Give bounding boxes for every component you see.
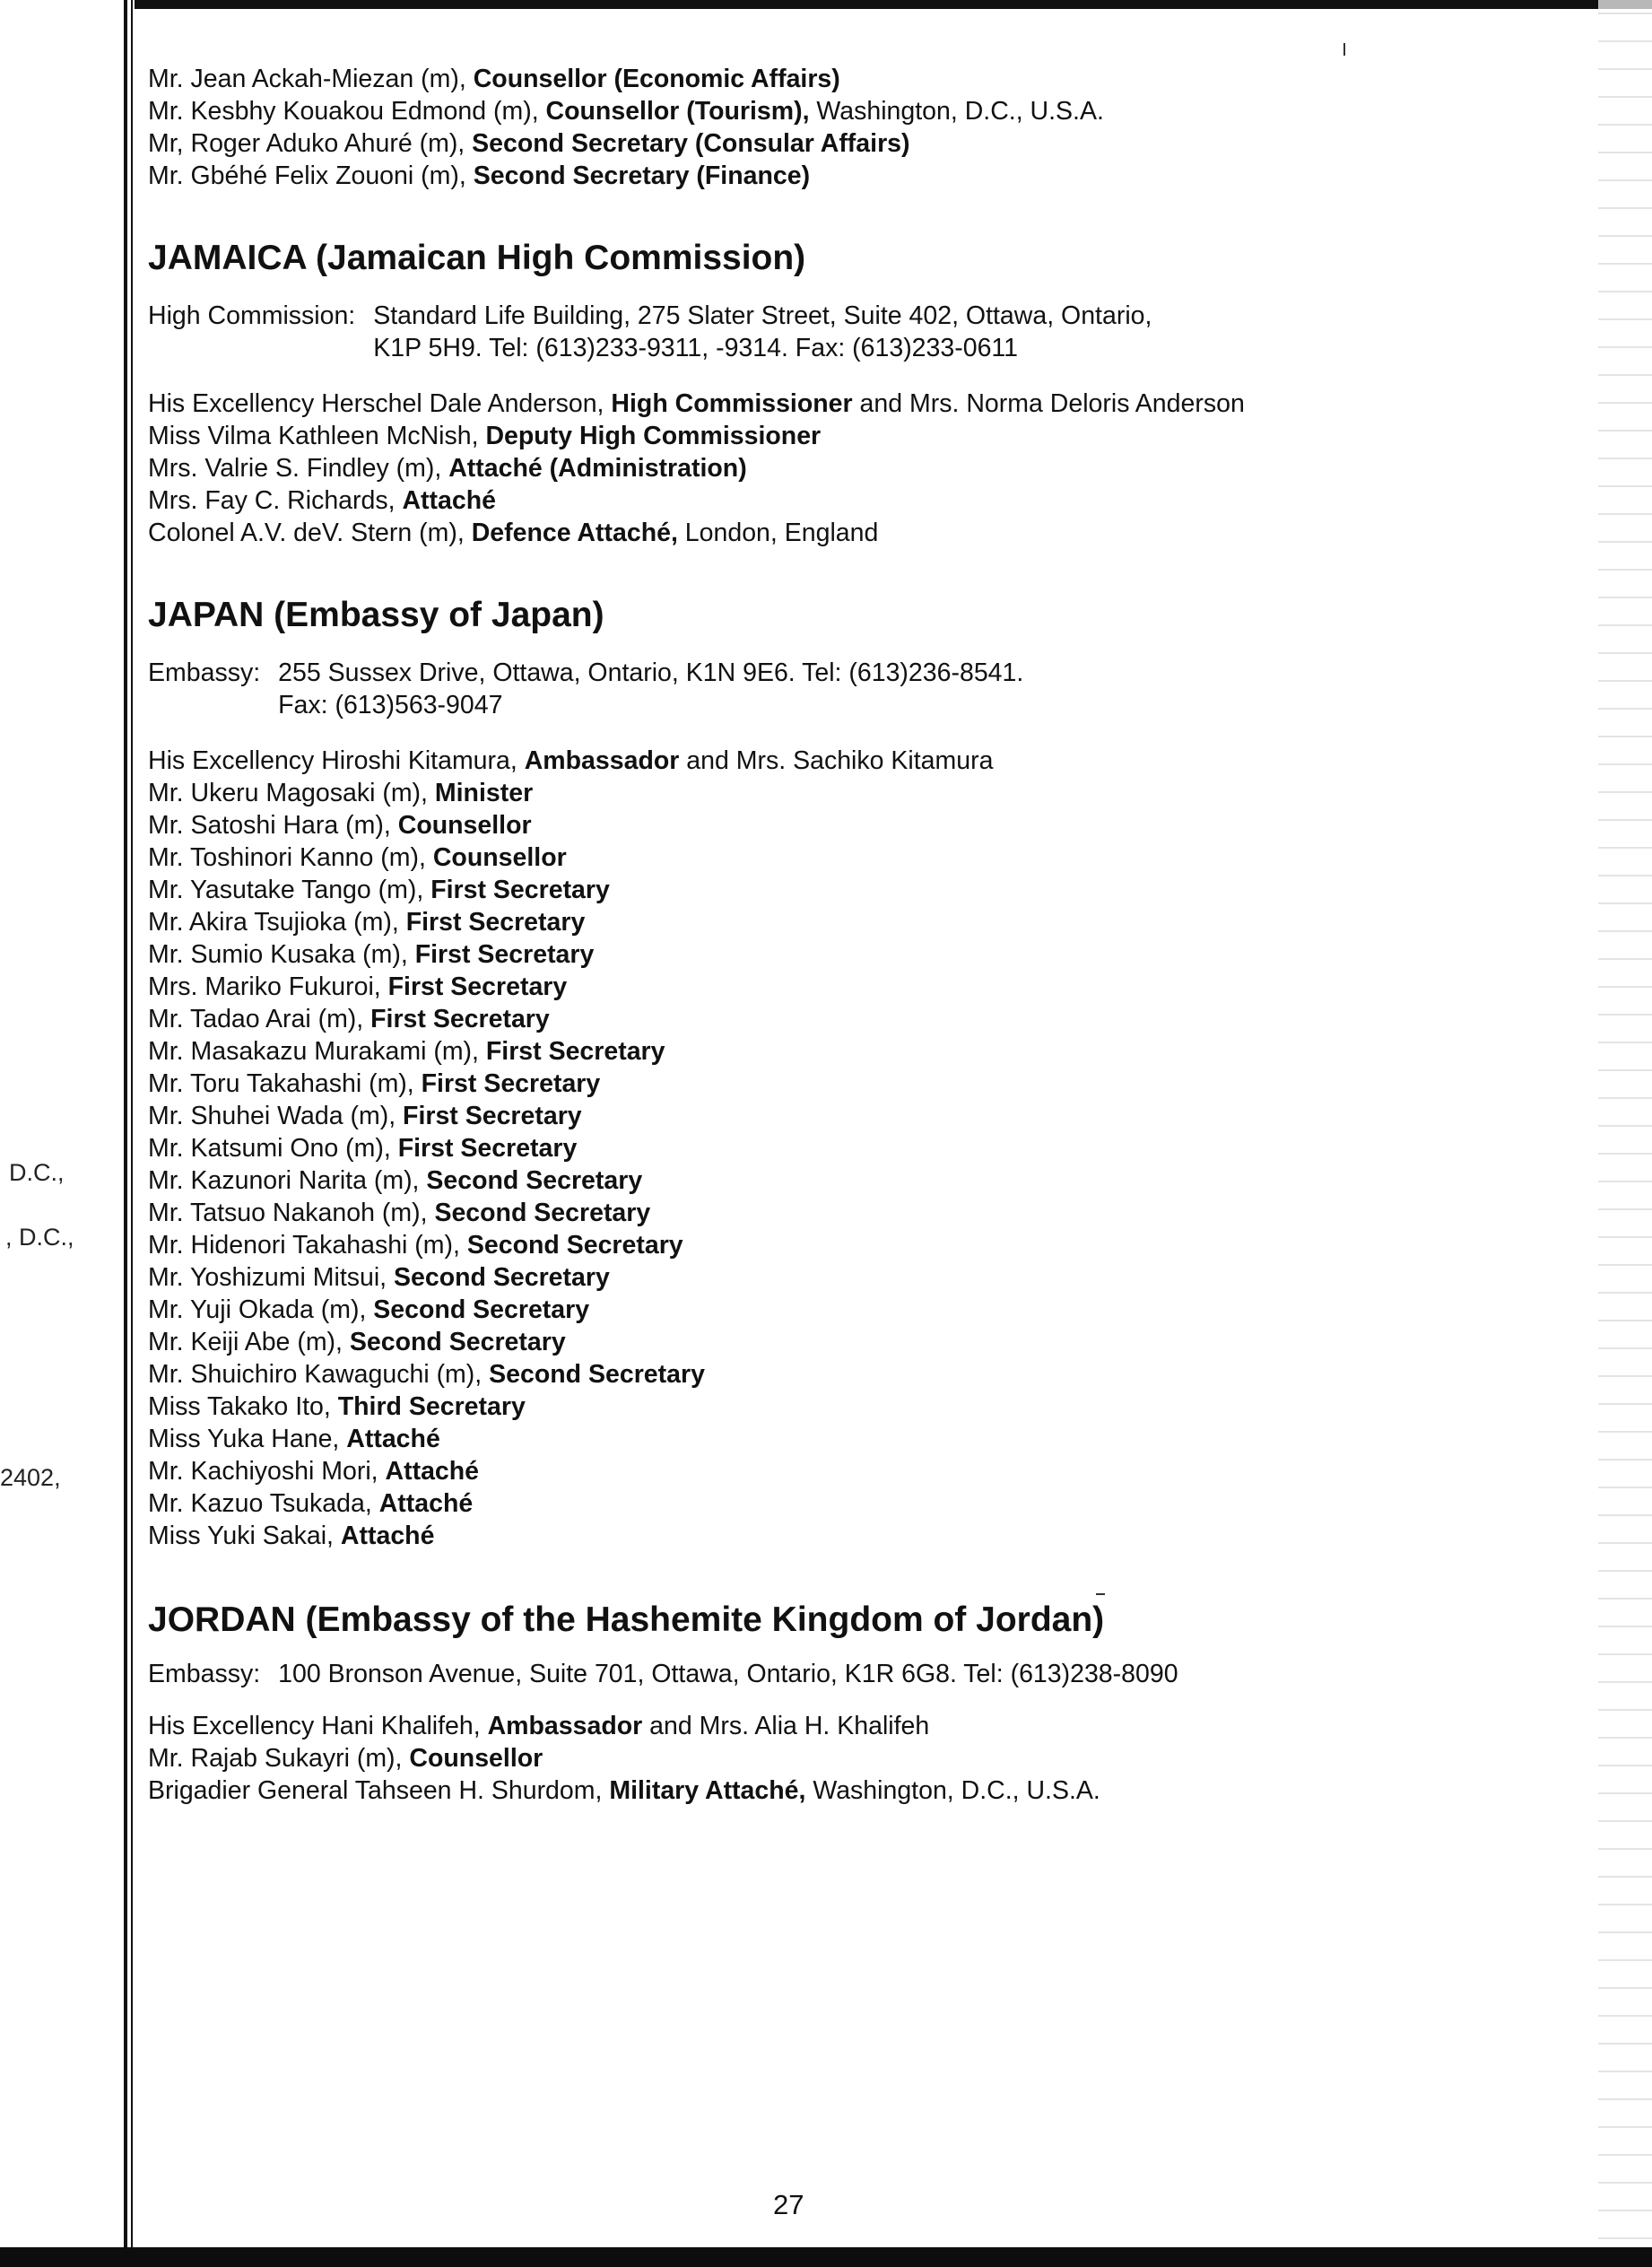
staff-title: Attaché	[402, 486, 496, 515]
margin-fragment: D.C.,	[9, 1159, 65, 1186]
staff-entry	[148, 1100, 1547, 1132]
staff-entry	[148, 1774, 1547, 1807]
staff-entry	[148, 484, 1547, 517]
directory-page	[148, 63, 1547, 1807]
margin-fragment: , D.C.,	[5, 1224, 74, 1251]
staff-title: Second Secretary	[394, 1263, 610, 1292]
staff-title: Counsellor	[409, 1744, 543, 1773]
address-label: Embassy:	[148, 1660, 261, 1688]
staff-name: Mr. Rajab Sukayri (m),	[148, 1744, 410, 1773]
staff-title: Attaché	[378, 1489, 474, 1518]
right-scan-edge	[1598, 0, 1652, 2267]
staff-entry	[148, 938, 1547, 971]
staff-note: and Mrs. Sachiko Kitamura	[679, 746, 994, 775]
staff-name: Mr. Tatsuo Nakanoh (m),	[148, 1199, 435, 1227]
staff-name: Mr. Katsumi Ono (m),	[148, 1134, 398, 1163]
staff-name: Miss Yuki Sakai,	[148, 1522, 341, 1550]
staff-title: Defence Attaché,	[471, 519, 678, 547]
staff-title: Minister	[434, 779, 534, 807]
staff-name: Mr, Roger Aduko Ahuré (m),	[148, 129, 473, 158]
staff-name: Mr. Toshinori Kanno (m),	[148, 843, 433, 872]
staff-entry	[148, 906, 1547, 938]
staff-title: Ambassador	[524, 746, 680, 775]
left-page-fragment	[0, 0, 124, 2267]
staff-entry	[148, 1132, 1547, 1164]
staff-title: First Secretary	[370, 1005, 550, 1033]
staff-name: Brigadier General Tahseen H. Shurdom,	[148, 1776, 610, 1805]
bottom-scan-edge	[0, 2247, 1652, 2267]
staff-name: Mr. Masakazu Murakami (m),	[148, 1037, 486, 1066]
staff-entry	[148, 1164, 1547, 1197]
staff-entry	[148, 874, 1547, 906]
staff-title: Attaché	[340, 1522, 435, 1550]
staff-title: Second Secretary (Finance)	[473, 161, 811, 190]
staff-name: His Excellency Herschel Dale Anderson,	[148, 389, 612, 418]
staff-name: Mr. Yuji Okada (m),	[148, 1295, 374, 1324]
staff-title: Counsellor	[397, 811, 532, 840]
staff-entry	[148, 1003, 1547, 1035]
staff-title: First Secretary	[403, 1102, 582, 1130]
staff-name: Mr. Yasutake Tango (m),	[148, 876, 431, 904]
country-section-japan	[148, 594, 1547, 1552]
staff-name: Mr. Tadao Arai (m),	[148, 1005, 371, 1033]
staff-title: Counsellor (Tourism),	[545, 97, 810, 126]
margin-fragment: 2402,	[0, 1464, 61, 1491]
address-label: Embassy:	[148, 658, 261, 687]
staff-entry	[148, 1197, 1547, 1229]
continuation-list	[148, 63, 1547, 192]
staff-entry	[148, 1229, 1547, 1261]
staff-entry	[148, 1520, 1547, 1552]
staff-entry	[148, 95, 1547, 127]
staff-name: Miss Vilma Kathleen McNish,	[148, 422, 486, 450]
country-section-jamaica	[148, 237, 1547, 549]
staff-entry	[148, 841, 1547, 874]
staff-name: Mr. Kazuo Tsukada,	[148, 1489, 379, 1518]
staff-entry	[148, 745, 1547, 777]
binding-line	[124, 0, 127, 2267]
staff-entry	[148, 127, 1547, 160]
staff-name: Mr. Yoshizumi Mitsui,	[148, 1263, 395, 1292]
staff-title: Second Secretary (Consular Affairs)	[472, 129, 910, 158]
staff-title: First Secretary	[397, 1134, 578, 1163]
staff-entry	[148, 1261, 1547, 1294]
staff-name: Mr. Kesbhy Kouakou Edmond (m),	[148, 97, 546, 126]
page-number: 27	[773, 2189, 804, 2220]
address-block	[148, 1658, 1547, 1690]
staff-name: Mr. Kazunori Narita (m),	[148, 1166, 427, 1195]
staff-name: Mr. Kachiyoshi Mori,	[148, 1457, 386, 1486]
staff-entry	[148, 809, 1547, 841]
staff-entry	[148, 1391, 1547, 1423]
staff-entry	[148, 1742, 1547, 1774]
address-text: 255 Sussex Drive, Ottawa, Ontario, K1N 9E6. Tel: (613)236-8541. Fax: (613)563-9047	[278, 658, 1024, 719]
staff-entry	[148, 777, 1547, 809]
staff-title: Attaché (Administration)	[448, 454, 747, 483]
staff-name: Mr. Shuhei Wada (m),	[148, 1102, 404, 1130]
scan-mark	[1343, 43, 1345, 56]
staff-title: First Secretary	[387, 972, 568, 1001]
staff-entry	[148, 517, 1547, 549]
address-block	[148, 300, 1547, 364]
section-heading: JAPAN (Embassy of Japan)	[148, 596, 604, 634]
staff-entry	[148, 1068, 1547, 1100]
binding-line-inner	[131, 0, 133, 2267]
staff-title: Counsellor (Economic Affairs)	[473, 65, 840, 93]
staff-entry	[148, 1423, 1547, 1455]
address-text: 100 Bronson Avenue, Suite 701, Ottawa, Ontario, K1R 6G8. Tel: (613)238-8090	[278, 1660, 1178, 1688]
staff-name: Miss Yuka Hane,	[148, 1425, 347, 1453]
staff-title: Second Secretary	[349, 1328, 566, 1356]
staff-note: and Mrs. Alia H. Khalifeh	[642, 1712, 930, 1740]
staff-entry	[148, 63, 1547, 95]
staff-title: Military Attaché,	[609, 1776, 806, 1805]
staff-title: Counsellor	[432, 843, 567, 872]
staff-title: Second Secretary	[373, 1295, 590, 1324]
staff-name: Mr. Shuichiro Kawaguchi (m),	[148, 1360, 490, 1389]
staff-name: Mr. Toru Takahashi (m),	[148, 1069, 422, 1098]
staff-name: Mr. Jean Ackah-Miezan (m),	[148, 65, 474, 93]
staff-entry	[148, 160, 1547, 192]
staff-name: His Excellency Hani Khalifeh,	[148, 1712, 488, 1740]
staff-title: Attaché	[385, 1457, 480, 1486]
staff-entry	[148, 1455, 1547, 1487]
address-text: Standard Life Building, 275 Slater Street, Suite 402, Ottawa, Ontario, K1P 5H9. Tel: (613)233-9311, -9314. Fax: (613)233-0611	[373, 301, 1152, 362]
staff-entry	[148, 420, 1547, 452]
staff-note: and Mrs. Norma Deloris Anderson	[852, 389, 1245, 418]
staff-note: London, England	[677, 519, 879, 547]
staff-entry	[148, 388, 1547, 420]
staff-title: High Commissioner	[611, 389, 853, 418]
staff-list	[148, 1710, 1547, 1807]
staff-title: Ambassador	[487, 1712, 643, 1740]
staff-title: First Secretary	[421, 1069, 601, 1098]
staff-name: Mr. Keiji Abe (m),	[148, 1328, 350, 1356]
staff-name: Mrs. Valrie S. Findley (m),	[148, 454, 449, 483]
address-label: High Commission:	[148, 301, 356, 330]
staff-title: Second Secretary	[426, 1166, 643, 1195]
staff-title: Third Secretary	[337, 1392, 526, 1421]
section-heading: JAMAICA (Jamaican High Commission)	[148, 239, 806, 277]
staff-entry	[148, 1326, 1547, 1358]
staff-name: Mr. Sumio Kusaka (m),	[148, 940, 415, 969]
staff-name: Miss Takako Ito,	[148, 1392, 338, 1421]
staff-list	[148, 388, 1547, 549]
staff-entry	[148, 1487, 1547, 1520]
staff-title: First Secretary	[405, 908, 586, 937]
address-block	[148, 657, 1547, 721]
staff-title: Second Secretary	[489, 1360, 705, 1389]
staff-title: First Secretary	[485, 1037, 665, 1066]
staff-entry	[148, 971, 1547, 1003]
country-section-jordan	[148, 1599, 1547, 1807]
staff-note: Washington, D.C., U.S.A.	[805, 1776, 1100, 1805]
staff-entry	[148, 452, 1547, 484]
staff-entry	[148, 1035, 1547, 1068]
staff-title: First Secretary	[414, 940, 595, 969]
staff-note: Washington, D.C., U.S.A.	[809, 97, 1104, 126]
staff-list	[148, 745, 1547, 1552]
staff-title: Second Secretary	[466, 1231, 683, 1260]
staff-name: Mr. Hidenori Takahashi (m),	[148, 1231, 467, 1260]
staff-title: Attaché	[346, 1425, 440, 1453]
staff-name: Mr. Ukeru Magosaki (m),	[148, 779, 435, 807]
staff-name: Mrs. Fay C. Richards,	[148, 486, 403, 515]
staff-entry	[148, 1294, 1547, 1326]
staff-name: Colonel A.V. deV. Stern (m),	[148, 519, 472, 547]
staff-entry	[148, 1358, 1547, 1391]
staff-name: Mr. Akira Tsujioka (m),	[148, 908, 406, 937]
staff-title: Deputy High Commissioner	[485, 422, 822, 450]
staff-title: Second Secretary	[434, 1199, 651, 1227]
staff-name: Mr. Satoshi Hara (m),	[148, 811, 398, 840]
staff-title: First Secretary	[430, 876, 610, 904]
top-scan-edge	[135, 0, 1652, 9]
section-heading: JORDAN (Embassy of the Hashemite Kingdom of Jordan)	[148, 1600, 1105, 1639]
staff-name: Mr. Gbéhé Felix Zouoni (m),	[148, 161, 474, 190]
staff-name: His Excellency Hiroshi Kitamura,	[148, 746, 525, 775]
staff-name: Mrs. Mariko Fukuroi,	[148, 972, 388, 1001]
staff-entry	[148, 1710, 1547, 1742]
